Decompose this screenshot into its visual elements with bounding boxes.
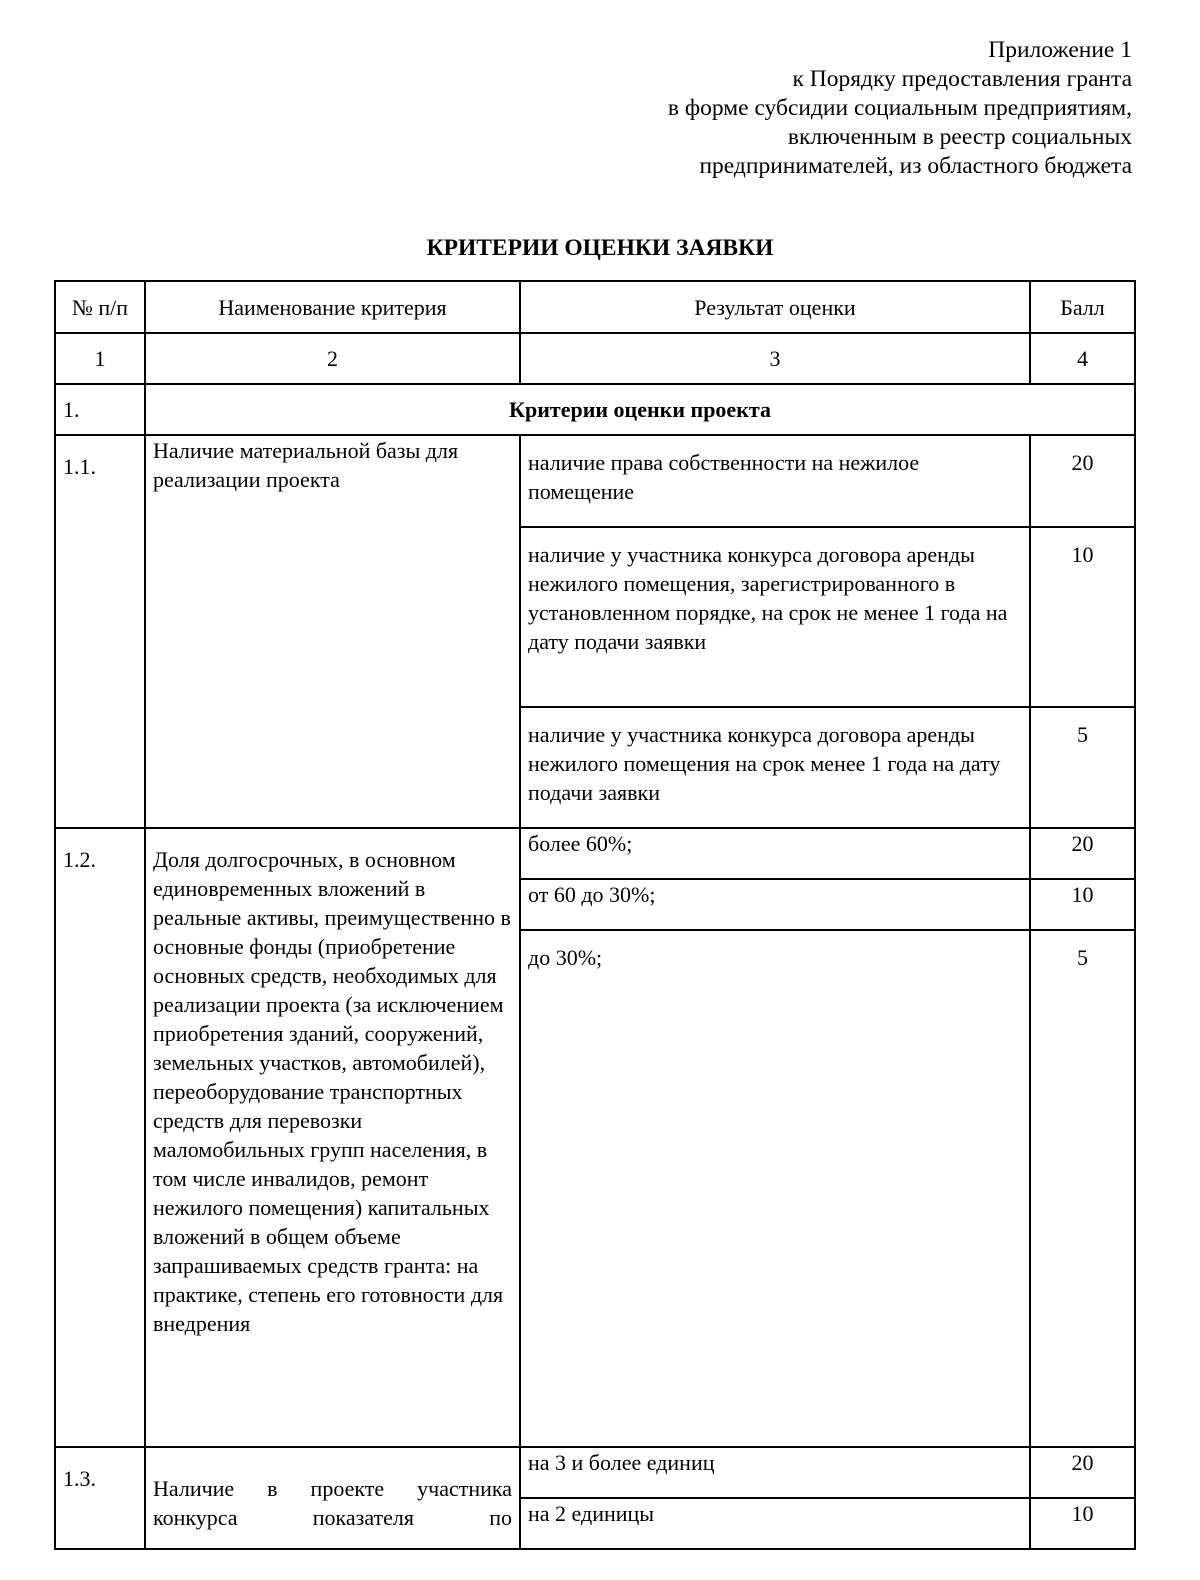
score-value: 5	[1030, 707, 1135, 828]
criterion-name: Доля долгосрочных, в основном единовременных вложений в реальные активы, преимущественно в основные фонды (приобретение основных средств, необходимых для реализации проекта (за исключением приобретения зданий, сооружений, земельных участков, автомобилей), переоборудование транспортных средств для перевозки маломобильных групп населения, в том числе инвалидов, ремонт нежилого помещения) капитальных вложений в общем объеме запрашиваемых средств гранта: на практике, степень его готовности для внедрения	[145, 828, 520, 1447]
result-text: наличие у участника конкурса договора аренды нежилого помещения, зарегистрированного в установленном порядке, на срок не менее 1 года на дату подачи заявки	[520, 527, 1030, 707]
criterion-number: 1.1.	[55, 435, 145, 828]
table-row	[55, 435, 1135, 527]
column-number-row	[55, 333, 1135, 384]
score-value: 20	[1030, 828, 1135, 879]
appendix-header	[432, 36, 1132, 181]
criterion-name: Наличие материальной базы для реализации проекта	[145, 435, 520, 828]
column-number: 2	[145, 333, 520, 384]
score-value: 10	[1030, 1498, 1135, 1549]
result-text: на 2 единицы	[520, 1498, 1030, 1549]
header-number: № п/п	[55, 281, 145, 333]
criterion-name-line: Наличие в проекте участника	[153, 1476, 512, 1501]
document-title: КРИТЕРИИ ОЦЕНКИ ЗАЯВКИ	[426, 235, 774, 261]
result-text: до 30%;	[520, 930, 1030, 1447]
appendix-line-4: включенным в реестр социальных	[787, 124, 1132, 150]
section-title: Критерии оценки проекта	[145, 384, 1135, 435]
column-number: 4	[1030, 333, 1135, 384]
result-text: наличие права собственности на нежилое помещение	[520, 435, 1030, 527]
header-evaluation-result: Результат оценки	[520, 281, 1030, 333]
table-row	[55, 1447, 1135, 1498]
score-value: 10	[1030, 879, 1135, 930]
criterion-name	[145, 1447, 520, 1549]
appendix-line-1: Приложение 1	[988, 37, 1132, 63]
table-header-row	[55, 281, 1135, 333]
score-value: 20	[1030, 1447, 1135, 1498]
score-value: 20	[1030, 435, 1135, 527]
header-score: Балл	[1030, 281, 1135, 333]
column-number: 1	[55, 333, 145, 384]
appendix-line-5: предпринимателей, из областного бюджета	[699, 153, 1132, 179]
result-text: наличие у участника конкурса договора аренды нежилого помещения на срок менее 1 года на дату подачи заявки	[520, 707, 1030, 828]
result-text: на 3 и более единиц	[520, 1447, 1030, 1498]
criterion-number: 1.3.	[55, 1447, 145, 1549]
criteria-table	[54, 280, 1136, 1550]
score-value: 10	[1030, 527, 1135, 707]
table-row	[55, 828, 1135, 879]
appendix-line-3: в форме субсидии социальным предприятиям,	[667, 95, 1132, 121]
criterion-name-line: конкурса показателя по	[153, 1505, 512, 1530]
criterion-number: 1.2.	[55, 828, 145, 1447]
section-number: 1.	[55, 384, 145, 435]
header-criterion-name: Наименование критерия	[145, 281, 520, 333]
section-row	[55, 384, 1135, 435]
column-number: 3	[520, 333, 1030, 384]
result-text: от 60 до 30%;	[520, 879, 1030, 930]
appendix-line-2: к Порядку предоставления гранта	[792, 66, 1132, 92]
result-text: более 60%;	[520, 828, 1030, 879]
score-value: 5	[1030, 930, 1135, 1447]
